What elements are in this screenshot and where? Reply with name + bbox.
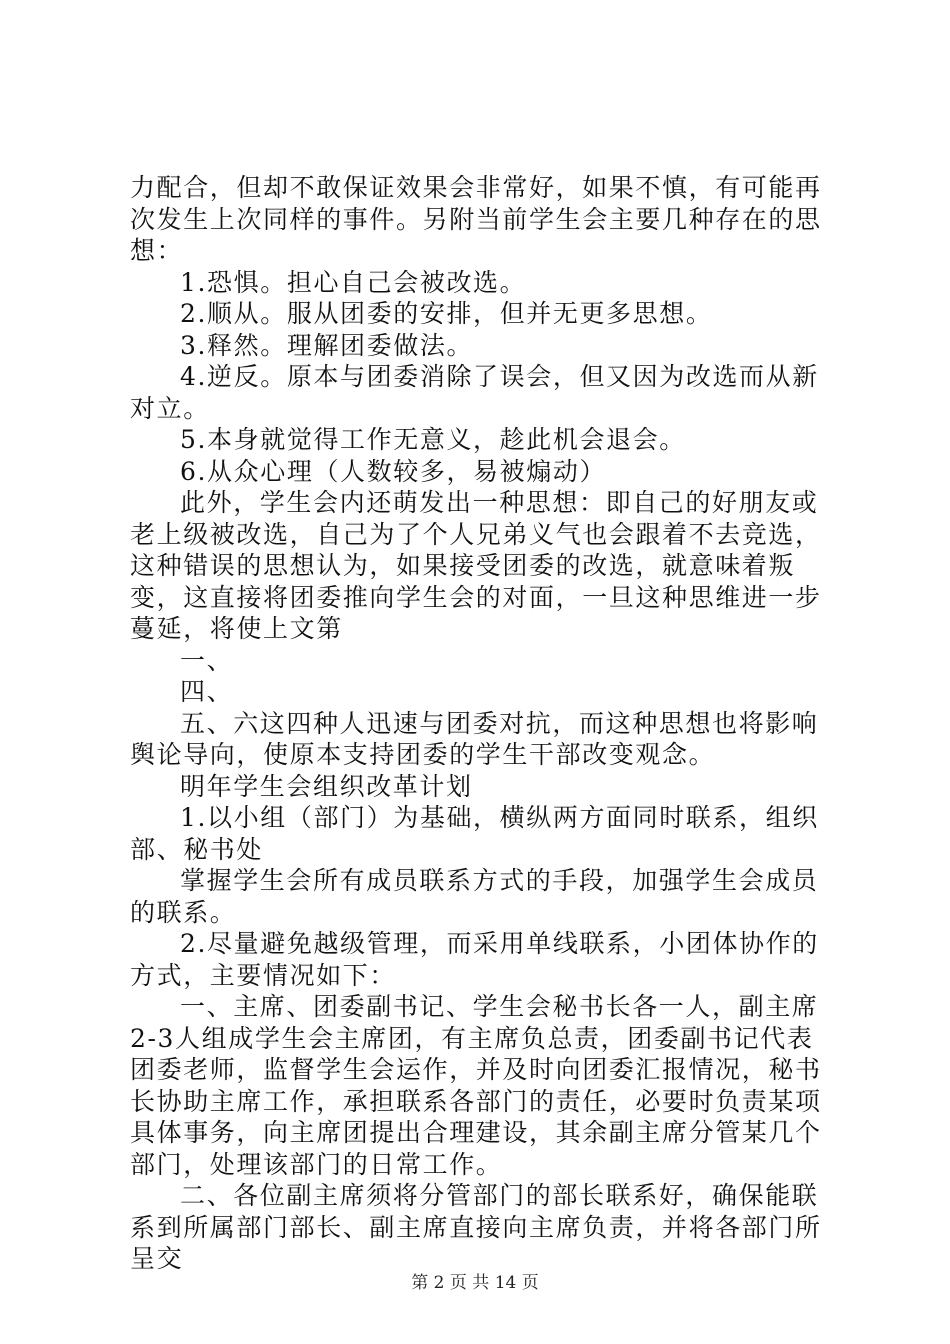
list-item-fear: 1.恐惧。担心自己会被改选。 (180, 267, 527, 297)
list-item-herd: 6.从众心理（人数较多，易被煽动） (180, 456, 607, 486)
list-item-rebel: 4.逆反。原本与团委消除了误会，但又因为改选而从新对立。 (130, 362, 819, 423)
paragraph-marker-five-six: 五、六这四种人迅速与团委对抗，而这种思想也将影响舆论导向，使原本支持团委的学生干部改变观念。 (130, 708, 819, 769)
paragraph-marker-four: 四、 (180, 677, 234, 706)
plan-item-1-detail: 掌握学生会所有成员联系方式的手段，加强学生会成员的联系。 (130, 866, 819, 927)
list-item-relief: 3.释然。理解团委做法。 (180, 330, 474, 360)
paragraph-additional-thought: 此外，学生会内还萌发出一种思想：即自己的好朋友或老上级被改选，自己为了个人兄弟义气也会跟着不去竞选，这种错误的思想认为，如果接受团委的改选，就意味着叛变，这直接将团委推向学生会的对面，一旦这种思维进一步蔓延，将使上文第 (130, 488, 822, 643)
plan-item-2: 2.尽量避免越级管理，而采用单线联系，小团体协作的方式，主要情况如下： (130, 929, 819, 990)
plan-item-2-part-2: 二、各位副主席须将分管部门的部长联系好，确保能联系到所属部门部长、副主席直接向主席负责，并将各部门所呈交 (130, 1181, 822, 1273)
plan-item-2-part-1: 一、主席、团委副书记、学生会秘书长各一人，副主席2-3人组成学生会主席团，有主席负总责，团委副书记代表团委老师，监督学生会运作，并及时向团委汇报情况，秘书长协助主席工作，承担联系各部门的责任，必要时负责某项具体事务，向主席团提出合理建设，其余副主席分管某几个部门，处理该部门的日常工作。 (130, 992, 822, 1179)
page-number-label: 第 2 页 共 14 页 (411, 1273, 539, 1293)
paragraph-continuation: 力配合，但却不敢保证效果会非常好，如果不慎，有可能再次发生上次同样的事件。另附当前学生会主要几种存在的思想： (130, 173, 822, 265)
document-body (130, 172, 835, 1275)
paragraph-marker-one: 一、 (180, 645, 234, 675)
list-item-quit: 5.本身就觉得工作无意义，趁此机会退会。 (180, 425, 686, 454)
list-item-obey: 2.顺从。服从团委的安排，但并无更多思想。 (180, 299, 713, 328)
section-heading: 明年学生会组织改革计划 (180, 771, 473, 801)
plan-item-1: 1.以小组（部门）为基础，横纵两方面同时联系，组织部、秘书处 (130, 803, 819, 864)
page-footer (0, 1272, 950, 1294)
